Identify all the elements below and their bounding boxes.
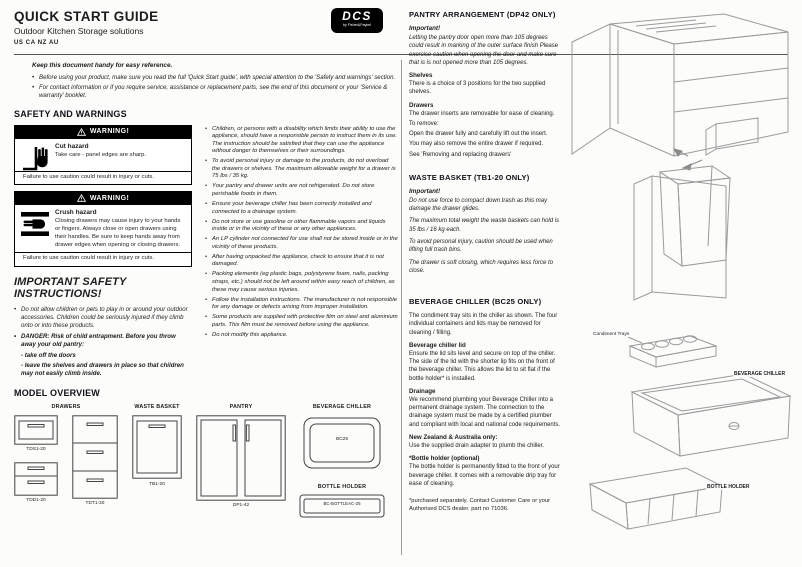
intro-bullet: • Before using your product, make sure you read the full 'Quick Start guide', with special attention to the 'Safety and warnings' section. — [32, 74, 398, 82]
chiller-lid-text: Ensure the lid sits level and secure on top of the chiller. The side of the lid with the shorter lip fits on the front of the beverage chiller. This allows the lid to sit flat if the bottle holder* is installed. — [409, 350, 556, 382]
beverage-chiller-section — [409, 297, 562, 514]
nz-au-subheading: New Zealand & Australia only: — [409, 433, 498, 441]
danger-lead: • DANGER: Risk of child entrapment. Before you throw away your old pantry: — [14, 333, 192, 349]
intro-bullet-list — [32, 74, 398, 101]
safety-bullet: • Ensure your beverage chiller has been correctly installed and connected to a drainage system. — [205, 201, 398, 216]
hazard-footer: Failure to use caution could result in injury or cuts. — [15, 252, 191, 266]
crush-hazard-icon — [20, 211, 50, 237]
nz-au-text: Use the supplied drain adapter to plumb the chiller. — [409, 442, 545, 449]
column-divider — [401, 60, 402, 555]
warning-label: WARNING! — [89, 128, 130, 136]
pantry-diagram — [196, 415, 286, 501]
model-label-tb: TB1-20 — [149, 481, 165, 487]
model-label-bottle-holder: BC-BOTTLEAC-25 — [323, 500, 361, 506]
waste-basket-diagram — [132, 415, 182, 479]
cut-hazard-icon — [20, 145, 50, 171]
model-overview-heading: MODEL OVERVIEW — [14, 387, 100, 398]
group-label-drawers: DRAWERS — [51, 403, 81, 410]
single-drawer-diagram — [14, 415, 58, 445]
drawers-subheading: Drawers — [409, 101, 434, 109]
model-overview-diagrams — [14, 404, 398, 528]
safety-warnings-heading: SAFETY AND WARNINGS — [14, 108, 127, 119]
warning-label: WARNING! — [89, 194, 130, 202]
safety-bullet-list — [205, 126, 398, 340]
warning-triangle-icon — [77, 128, 86, 136]
bottle-holder-label: BOTTLE HOLDER — [707, 484, 750, 490]
page-subtitle: Outdoor Kitchen Storage solutions — [14, 26, 144, 36]
pantry-arrangement-heading: PANTRY ARRANGEMENT (DP42 ONLY) — [409, 10, 556, 19]
group-label-beverage-chiller: BEVERAGE CHILLER — [312, 403, 372, 410]
drawers-text: The drawer inserts are removable for ease of cleaning. — [409, 110, 555, 117]
warning-bar — [15, 126, 191, 139]
drainage-subheading: Drainage — [409, 387, 436, 395]
drainage-text: We recommend plumbing your Beverage Chiller into a permanent drainage system. The connection to the drainage system must be made by a certified plumber and compliant with local and national code requirements. — [409, 396, 561, 428]
waste-basket-illustration — [630, 148, 746, 310]
intro-bullet: • For contact information or if you require service, assistance or replacement parts, see the end of this document or your 'Service & warranty' booklet. — [32, 84, 398, 100]
important-label: Important! — [409, 187, 441, 195]
purchase-footnote: *purchased separately. Contact Customer Care or your Authorised DCS dealer. part no 71036. — [409, 498, 551, 512]
danger-item: - take off the doors — [21, 351, 76, 359]
shelves-text: There is a choice of 3 positions for the two supplied shelves. — [409, 81, 546, 96]
warning-bar — [15, 192, 191, 205]
important-label: Important! — [409, 25, 441, 32]
hazard-title: Cut hazard — [55, 142, 89, 150]
hazard-title: Crush hazard — [55, 209, 97, 217]
model-label-bc: BC25 — [336, 436, 348, 442]
condiment-trays-label: Condiment Trays — [593, 332, 630, 337]
waste-important-text: Do not use force to compact down trash as this may damage the drawer glides. — [409, 197, 548, 213]
dcs-logo-sub: by Fisher&Paykel — [343, 23, 371, 27]
safety-bullet: • Packing elements (eg plastic bags, polystyrene foam, nails, packing straps, etc.) should not be left around within easy reach of children, as these may cause serious injuries. — [205, 271, 398, 294]
danger-item: - leave the shelves and drawers in place so that children may not easily climb inside. — [21, 361, 184, 377]
hazard-body: Closing drawers may cause injury to your hands or fingers. Always close or open drawers using their handles. Be sure to keep hands away from drawer edges when opening or closing drawers. — [55, 218, 181, 248]
safety-bullet: • Do not store or use gasoline or other flammable vapors and liquids inside or in the vicinity of these or any other appliances. — [205, 219, 398, 234]
drawers-text: To remove: — [409, 120, 439, 127]
group-label-pantry: PANTRY — [229, 403, 253, 410]
model-label-dp: DP1-42 — [232, 502, 250, 508]
waste-basket-heading: WASTE BASKET (TB1-20 ONLY) — [409, 172, 530, 182]
shelves-subheading: Shelves — [409, 72, 433, 80]
safety-right-subcolumn — [205, 125, 398, 380]
important-safety-heading: IMPORTANT SAFETY INSTRUCTIONS! — [14, 276, 127, 301]
important-safety-bullet: • Do not allow children or pets to play in or around your outdoor accessories. Children could be seriously injured if they climb onto or into these products. — [14, 306, 192, 330]
group-label-bottle-holder: BOTTLE HOLDER — [317, 483, 367, 490]
intro-note: Keep this document handy for easy reference. — [32, 62, 173, 69]
safety-bullet: • An LP cylinder not connected for use shall not be stored inside or in the vicinity of these products. — [205, 236, 398, 251]
model-label-tdd: TDD1-20 — [26, 497, 46, 503]
region-codes: US CA NZ AU — [14, 40, 59, 46]
beverage-chiller-illustration — [588, 326, 802, 562]
left-column — [14, 59, 398, 528]
pantry-important-text: Letting the pantry door open more than 105 degrees could result in marking of the outer surface finish Please exercise caution when opening the door and make sure that is is not opened more than 105 degrees. — [409, 35, 559, 66]
safety-bullet: • Do not modify this appliance. — [205, 332, 398, 340]
model-label-tds: TDS1-20 — [26, 446, 46, 452]
beverage-chiller-label: BEVERAGE CHILLER — [734, 371, 786, 377]
safety-bullet: • Your pantry and drawer units are not refrigerated. Do not store perishable foods in them. — [205, 183, 398, 198]
drawers-text: Open the drawer fully and carefully lift out the insert. — [409, 131, 548, 138]
dcs-logo — [331, 8, 383, 33]
safety-bullet: • Follow the installation instructions. The manufacturer is not responsible for any damage or defects arising from improper installation. — [205, 297, 398, 312]
beverage-chiller-heading: BEVERAGE CHILLER (BC25 ONLY) — [409, 297, 542, 307]
safety-bullet: • Some products are supplied with protective film on steel and aluminium parts. This film must be removed before using the appliance. — [205, 314, 398, 329]
waste-important-text: To avoid personal injury, caution should be used when lifting full trash bins. — [409, 238, 553, 254]
right-column — [409, 10, 562, 528]
pantry-arrangement-section — [409, 10, 562, 159]
warning-box-crush-hazard — [14, 191, 192, 267]
safety-bullet: • Children, or persons with a disability which limits their ability to use the appliance, should have a responsible person to instruct them in its use. The instruction should be satisfied that they can use the appliance without danger to themselves or their surroundings. — [205, 126, 398, 156]
hazard-footer: Failure to use caution could result in injury or cuts. — [15, 171, 191, 185]
dcs-logo-brand: DCS — [342, 9, 372, 23]
group-label-waste-basket: WASTE BASKET — [134, 403, 180, 410]
double-drawer-diagram — [14, 462, 58, 496]
safety-left-subcolumn — [14, 125, 192, 380]
triple-drawer-diagram — [72, 415, 118, 499]
bottle-holder-text: The bottle holder is permanently fitted to the front of your beverage chiller. It comes with a removable drip tray for ease of cleaning. — [409, 464, 560, 487]
chiller-lid-subheading: Beverage chiller lid — [409, 341, 466, 349]
waste-important-text: The drawer is soft closing, which requires less force to close. — [409, 259, 554, 274]
important-safety-list — [14, 306, 192, 349]
safety-bullet: • After having unpacked the appliance, check to ensure that it is not damaged. — [205, 254, 398, 269]
model-label-tdt: TDT1-20 — [85, 500, 105, 506]
drawers-text: You may also remove the entire drawer if required. — [409, 141, 544, 148]
chiller-intro-text: The condiment tray sits in the chiller as shown. The four individual containers and lids may be removed for cleaning / filling. — [409, 313, 558, 336]
warning-triangle-icon — [77, 194, 86, 202]
warning-box-cut-hazard — [14, 125, 192, 186]
safety-bullet: • To avoid personal injury or damage to the products, do not overload the drawers or shelves. The maximum allowable weight for a drawer is 75 lbs / 35 kg. — [205, 158, 398, 181]
drawers-text: See 'Removing and replacing drawers' — [409, 151, 512, 158]
beverage-chiller-diagram — [303, 417, 381, 469]
waste-basket-section — [409, 173, 562, 275]
bottle-holder-subheading: *Bottle holder (optional) — [409, 455, 480, 463]
page-title: QUICK START GUIDE — [14, 9, 159, 24]
header — [14, 9, 159, 46]
hazard-body: Take care - panel edges are sharp. — [55, 151, 147, 158]
bottle-holder-diagram — [299, 494, 385, 518]
waste-important-text: The maximum total weight the waste baskets can hold is 35 lbs / 16 kg each. — [409, 218, 560, 233]
